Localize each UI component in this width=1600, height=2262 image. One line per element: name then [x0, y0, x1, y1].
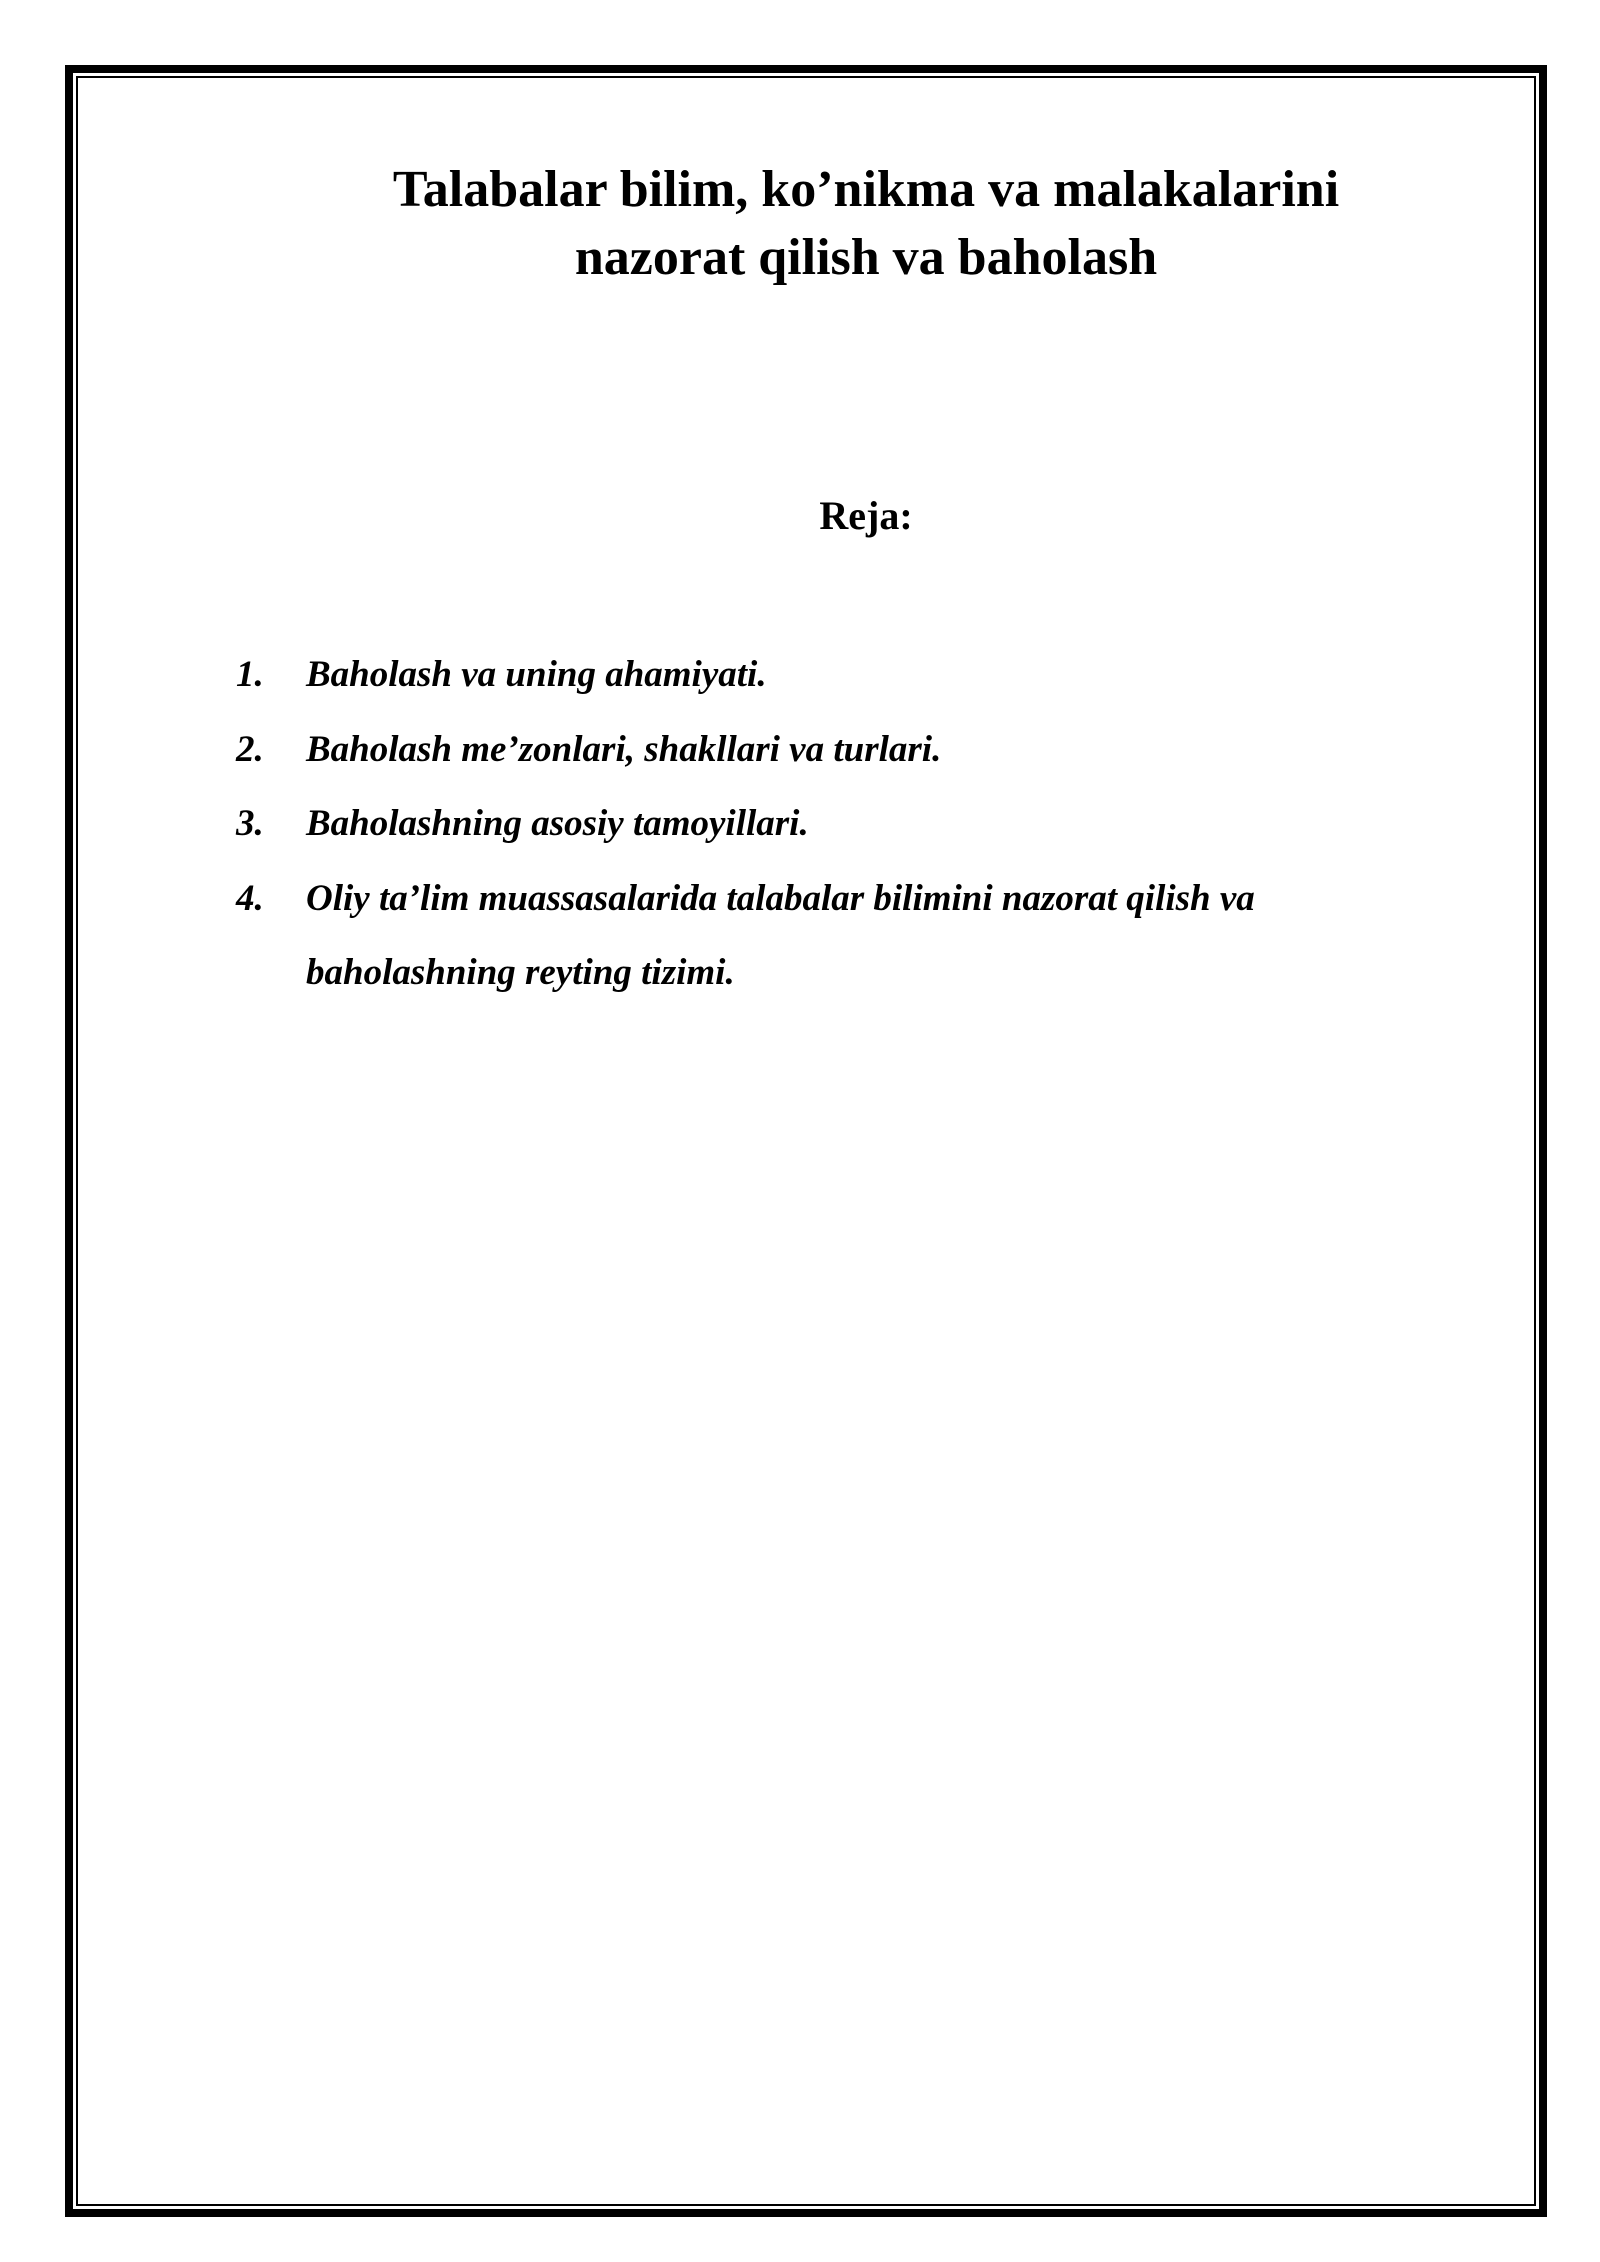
plan-item-text: Baholash me’zonlari, shakllari va turlari. — [306, 728, 942, 770]
plan-item-text: Oliy ta’lim muassasalarida talabalar bilimini nazorat qilish va baholashning reyting tizimi. — [306, 877, 1255, 993]
plan-list — [236, 638, 1436, 1011]
plan-heading: Reja: — [819, 493, 913, 538]
plan-item-number: 1. — [236, 654, 264, 695]
page-border-inner — [76, 76, 1536, 2206]
plan-item-number: 2. — [236, 728, 264, 770]
plan-item — [236, 787, 1436, 862]
title-line-1: Talabalar bilim, ko’nikma va malakalarini — [392, 161, 1340, 218]
plan-item-text: Baholash va uning ahamiyati. — [306, 654, 767, 695]
title-line-2: nazorat qilish va baholash — [574, 229, 1158, 286]
plan-item — [236, 862, 1436, 1011]
plan-item — [236, 638, 1436, 713]
plan-item-number: 3. — [236, 803, 264, 844]
page-title — [160, 156, 1572, 292]
plan-item-text: Baholashning asosiy tamoyillari. — [306, 803, 809, 844]
plan-item — [236, 713, 1436, 788]
plan-item-number: 4. — [236, 877, 264, 919]
